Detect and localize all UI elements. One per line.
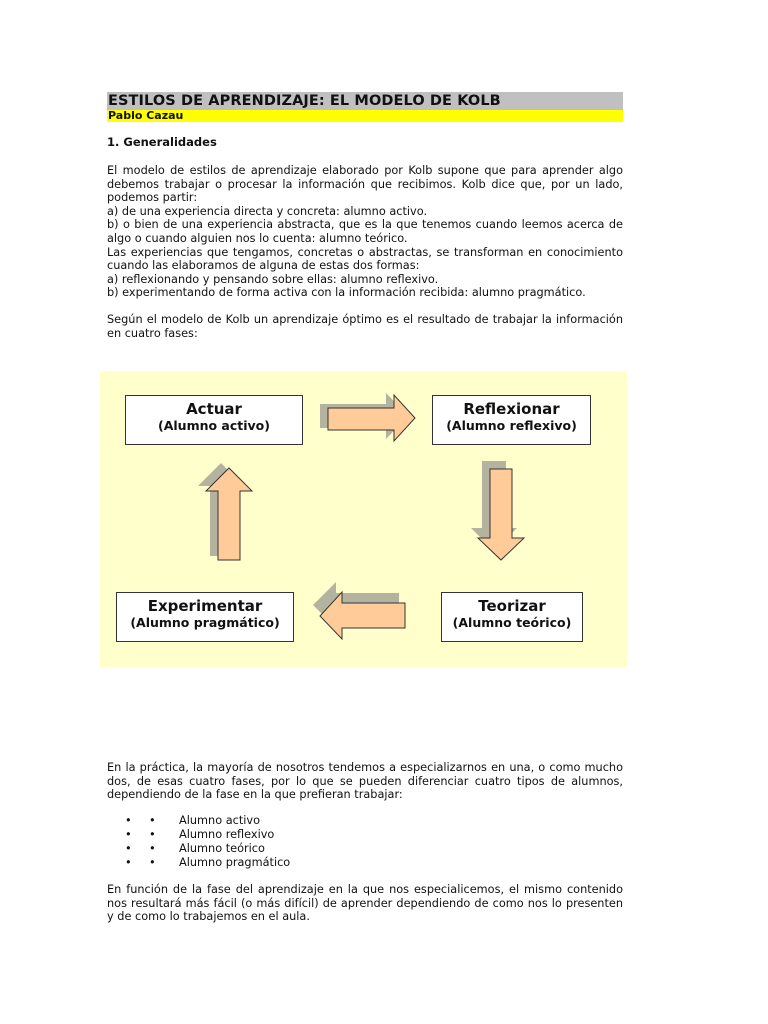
text-line: debemos trabajar o procesar la información que recibimos. Kolb dice que, por un lado, bbox=[107, 177, 623, 191]
bullet-icon: • bbox=[125, 842, 132, 855]
text-line: Las experiencias que tengamos, concretas o abstractas, se transforman en conocimiento bbox=[107, 245, 623, 259]
arrow-right bbox=[328, 395, 415, 441]
list-item-text: Alumno teórico bbox=[179, 842, 265, 855]
bullet-icon: • bbox=[149, 814, 156, 827]
practice-paragraph bbox=[107, 761, 623, 802]
text-line: Según el modelo de Kolb un aprendizaje óptimo es el resultado de trabajar la información bbox=[107, 313, 623, 326]
text-line: b) experimentando de forma activa con la información recibida: alumno pragmático. bbox=[107, 286, 586, 300]
phase-box-teorizar bbox=[441, 592, 583, 642]
text-line: a) reflexionando y pensando sobre ellas: alumno reflexivo. bbox=[107, 272, 439, 286]
text-line: dos, de esas cuatro fases, por lo que se pueden diferenciar cuatro tipos de alumnos, bbox=[107, 774, 623, 788]
bullet-icon: • bbox=[125, 814, 132, 827]
section-title: 1. Generalidades bbox=[107, 135, 217, 149]
phase-name: Teorizar bbox=[478, 597, 546, 615]
text-line: algo o cuando alguien nos lo cuenta: alumno teórico. bbox=[107, 231, 408, 245]
text-line: El modelo de estilos de aprendizaje elaborado por Kolb supone que para aprender algo bbox=[107, 164, 623, 177]
text-line: En la práctica, la mayoría de nosotros tendemos a especializarnos en una, o como mucho bbox=[107, 761, 623, 774]
intro-paragraph bbox=[107, 164, 623, 300]
phase-box-experimentar bbox=[116, 592, 294, 642]
text-line: En función de la fase del aprendizaje en la que nos especialicemos, el mismo contenido bbox=[107, 883, 623, 896]
text-line: a) de una experiencia directa y concreta: alumno activo. bbox=[107, 204, 428, 218]
document-header bbox=[107, 92, 623, 122]
bullet-icon: • bbox=[125, 828, 132, 841]
phase-role: (Alumno activo) bbox=[158, 418, 270, 433]
phase-name: Experimentar bbox=[147, 597, 263, 615]
document-author: Pablo Cazau bbox=[107, 110, 623, 122]
bullet-icon: • bbox=[149, 842, 156, 855]
text-line: y de como lo trabajemos en el aula. bbox=[107, 910, 310, 924]
phase-name: Actuar bbox=[186, 400, 242, 418]
text-line: dependiendo de la fase en la que prefieran trabajar: bbox=[107, 788, 403, 802]
text-line: nos resultará más fácil (o más difícil) de aprender dependiendo de como nos lo presenten bbox=[107, 896, 623, 910]
phase-name: Reflexionar bbox=[463, 400, 560, 418]
bullet-icon: • bbox=[149, 828, 156, 841]
bullet-icon: • bbox=[149, 856, 156, 869]
list-item-text: Alumno reflexivo bbox=[179, 828, 275, 841]
text-line: podemos partir: bbox=[107, 191, 198, 205]
kolb-cycle-diagram bbox=[100, 371, 627, 667]
phase-role: (Alumno pragmático) bbox=[130, 615, 280, 630]
list-item-text: Alumno pragmático bbox=[179, 856, 291, 869]
list-item-text: Alumno activo bbox=[179, 814, 260, 827]
text-line: cuando las elaboramos de alguna de estas dos formas: bbox=[107, 259, 420, 273]
phase-box-actuar bbox=[125, 395, 303, 445]
phase-box-reflexionar bbox=[432, 395, 591, 445]
phases-paragraph bbox=[107, 313, 623, 340]
phase-role: (Alumno reflexivo) bbox=[446, 418, 577, 433]
document-title: ESTILOS DE APRENDIZAJE: EL MODELO DE KOLB bbox=[107, 92, 623, 110]
bullet-icon: • bbox=[125, 856, 132, 869]
phase-role: (Alumno teórico) bbox=[452, 615, 572, 630]
closing-paragraph bbox=[107, 883, 623, 924]
text-line: en cuatro fases: bbox=[107, 326, 198, 340]
text-line: b) o bien de una experiencia abstracta, que es la que tenemos cuando leemos acerca de bbox=[107, 218, 623, 232]
